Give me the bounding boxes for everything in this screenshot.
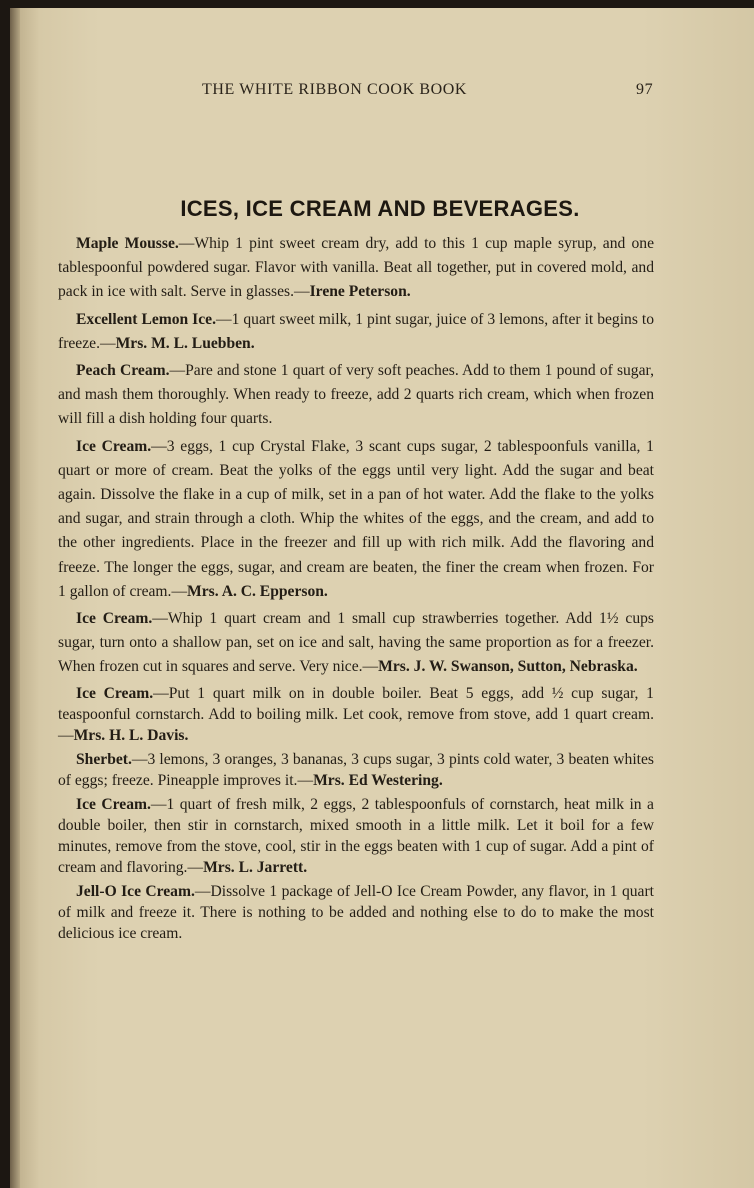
recipe-text: —Whip 1 quart cream and 1 small cup strawberries together. Add 1½ cups sugar, turn onto a shallow pan, set on ice and salt, having the same proportion as for a freezer. When frozen cut in squares and serve. Very nice.— <box>58 610 654 676</box>
recipe-author: Mrs. M. L. Luebben. <box>115 334 255 352</box>
recipe-maple-mousse <box>58 232 654 305</box>
page-number: 97 <box>636 81 654 98</box>
recipe-title: Ice Cream. <box>76 437 152 455</box>
recipe-ice-cream-1 <box>58 435 654 604</box>
recipe-text: —3 lemons, 3 oranges, 3 bananas, 3 cups sugar, 3 pints cold water, 3 beaten whites of eggs; freeze. Pineapple improves it.— <box>58 750 654 789</box>
recipe-title: Ice Cream. <box>76 795 151 813</box>
recipe-text: —Put 1 quart milk on in double boiler. Beat 5 eggs, add ½ cup sugar, 1 teaspoonful cornstarch. Add to boiling milk. Let cook, remove from stove, add 1 quart cream.— <box>58 684 654 744</box>
recipe-ice-cream-2 <box>58 607 654 680</box>
recipe-list <box>58 232 654 947</box>
recipe-title: Excellent Lemon Ice. <box>76 310 216 328</box>
recipe-peach-cream <box>58 359 654 432</box>
recipe-ice-cream-3 <box>58 683 654 746</box>
recipe-text: —Whip 1 pint sweet cream dry, add to this 1 cup maple syrup, and one tablespoonful powdered sugar. Flavor with vanilla. Beat all together, put in covered mold, and pack in ice with salt. Serve in glasses.— <box>58 235 654 301</box>
recipe-text: —1 quart sweet milk, 1 pint sugar, juice of 3 lemons, after it begins to freeze.— <box>58 310 654 352</box>
recipe-text: —3 eggs, 1 cup Crystal Flake, 3 scant cups sugar, 2 tablespoonfuls vanilla, 1 quart or more of cream. Beat the yolks of the eggs until very light. Add the sugar and beat again. Dissolve the flake in a cup of milk, set in a pan of hot water. Add the flake to the yolks and sugar, and strain through a cloth. Whip the whites of the eggs, and the cream, and add to the other ingredients. Place in the freezer and fill up with rich milk. Add the flavoring and freeze. The longer the eggs, sugar, and cream are beaten, the finer the cream when frozen. For 1 gallon of cream.— <box>58 437 654 600</box>
recipe-text: —Pare and stone 1 quart of very soft peaches. Add to them 1 pound of sugar, and mash them thoroughly. When ready to freeze, add 2 quarts rich cream, which when frozen will fill a dish holding four quarts. <box>58 362 654 428</box>
recipe-sherbet <box>58 749 654 791</box>
recipe-jello-ice-cream <box>58 881 654 944</box>
recipe-title: Peach Cream. <box>76 362 170 380</box>
recipe-author: Mrs. J. W. Swanson, Sutton, Nebraska. <box>378 658 638 676</box>
page-header <box>0 81 754 101</box>
recipe-author: Mrs. Ed Westering. <box>313 771 443 789</box>
recipe-ice-cream-4 <box>58 794 654 878</box>
recipe-text: —1 quart of fresh milk, 2 eggs, 2 tablespoonfuls of cornstarch, heat milk in a double boiler, then stir in cornstarch, mixed smooth in a little milk. Let it boil for a few minutes, remove from the stove, cool, stir in the eggs beaten with 1 cup of sugar. Add a pint of cream and flavoring.— <box>58 795 654 876</box>
recipe-title: Ice Cream. <box>76 610 153 628</box>
recipe-author: Mrs. A. C. Epperson. <box>187 582 328 600</box>
recipe-title: Jell-O Ice Cream. <box>76 882 195 900</box>
recipe-lemon-ice <box>58 308 654 356</box>
recipe-title: Ice Cream. <box>76 684 154 702</box>
running-title: THE WHITE RIBBON COOK BOOK <box>202 81 468 98</box>
recipe-author: Mrs. L. Jarrett. <box>203 858 308 876</box>
page-gutter <box>10 8 20 1188</box>
chapter-title: ICES, ICE CREAM AND BEVERAGES. <box>180 196 580 221</box>
recipe-author: Irene Peterson. <box>309 283 411 301</box>
recipe-author: Mrs. H. L. Davis. <box>73 726 189 744</box>
recipe-text: —Dissolve 1 package of Jell-O Ice Cream Powder, any flavor, in 1 quart of milk and freeze it. There is nothing to be added and nothing else to do to make the most delicious ice cream. <box>58 882 654 942</box>
recipe-title: Maple Mousse. <box>76 235 179 252</box>
recipe-title: Sherbet. <box>76 750 132 768</box>
